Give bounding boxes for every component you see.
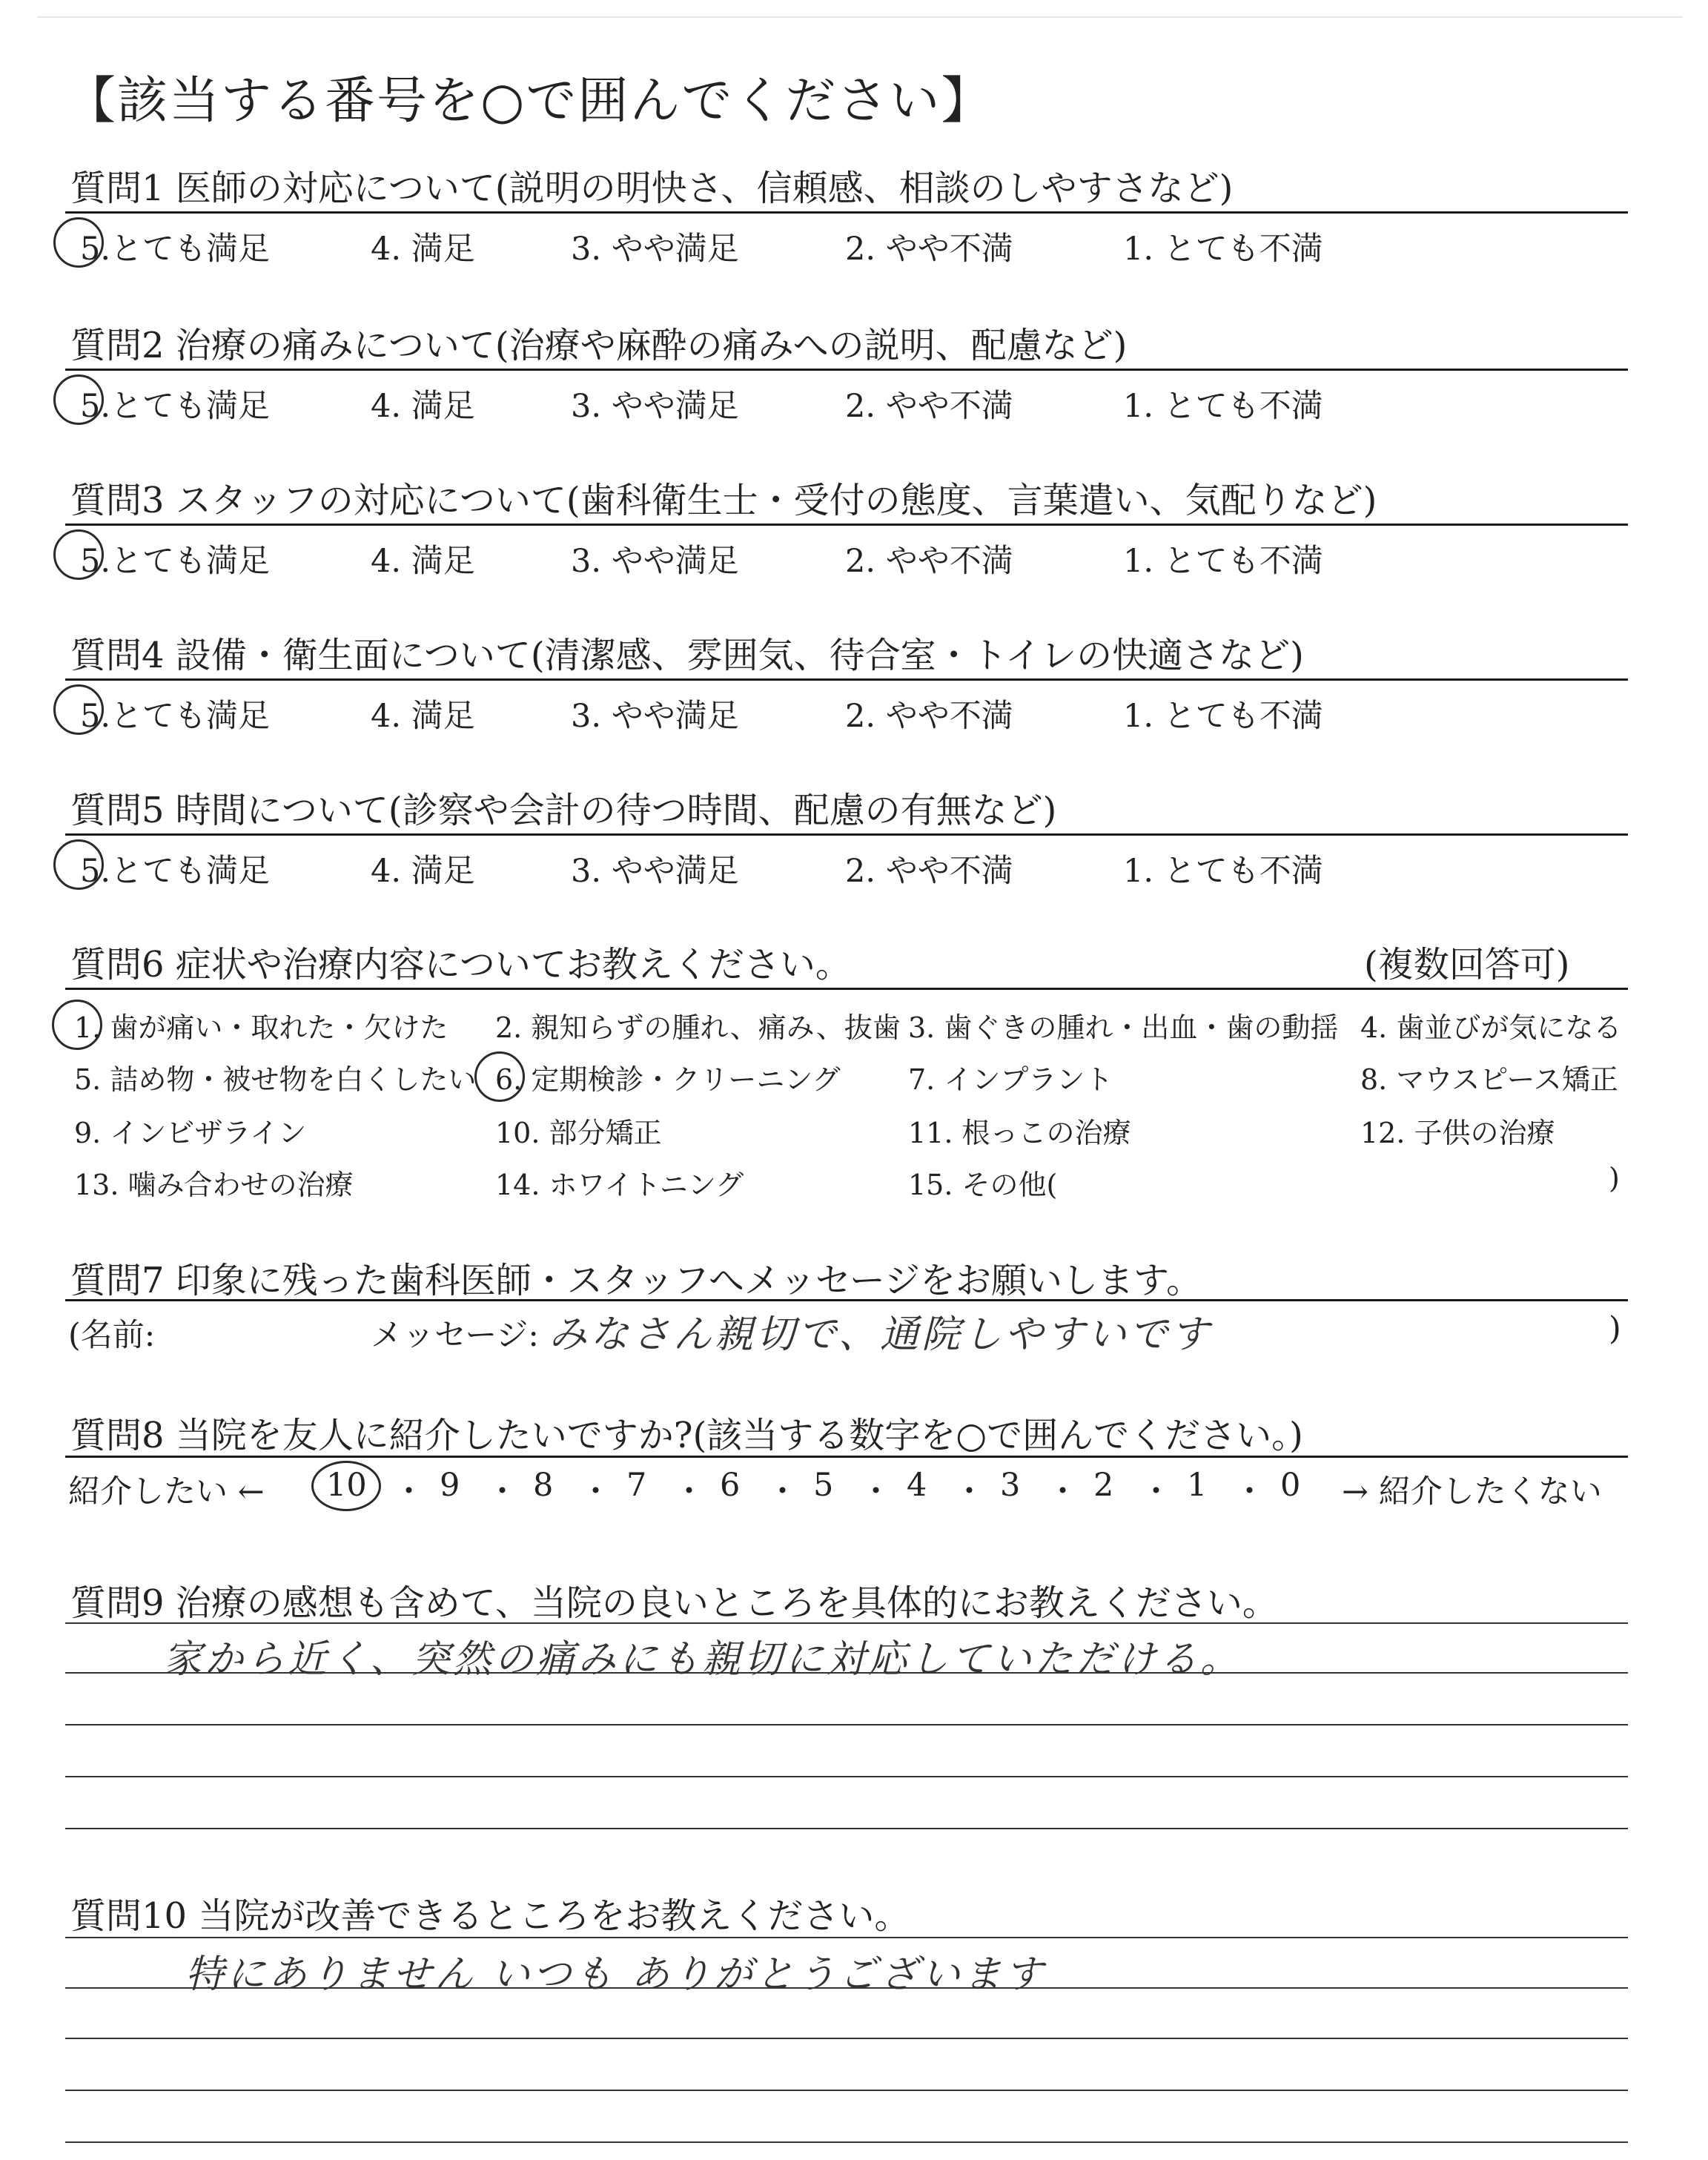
q8-scale-dot: ・ [1047,1473,1079,1510]
q5-title: 質問5 時間について(診察や会計の待つ時間、配慮の有無など) [70,790,1057,831]
q8-scale-7[interactable]: 7 [626,1467,647,1504]
q2-option-4[interactable]: 4. 満足 [371,388,475,425]
q1-option-5[interactable]: 5.とても満足 [80,231,271,268]
q10-title: 質問10 当院が改善できるところをお教えください。 [70,1895,910,1937]
q8-scale-4[interactable]: 4 [907,1467,927,1504]
q2-option-5[interactable]: 5.とても満足 [80,388,271,425]
q8-scale-dot: ・ [673,1473,705,1510]
q1-option-3[interactable]: 3. やや満足 [571,231,739,268]
q2-option-1[interactable]: 1. とても不満 [1123,388,1323,425]
q5-option-1[interactable]: 1. とても不満 [1123,853,1323,890]
q8-scale-dot: ・ [953,1473,985,1510]
q3-selected-circle [53,529,104,580]
q6-option-7[interactable]: 7. インプラント [908,1063,1113,1096]
q6-option-1[interactable]: 1. 歯が痛い・取れた・欠けた [74,1011,448,1044]
q3-option-1[interactable]: 1. とても不満 [1123,543,1323,580]
q1-rule [65,211,1628,214]
q9-line-4 [65,1776,1628,1777]
q4-title: 質問4 設備・衛生面について(清潔感、雰囲気、待合室・トイレの快適さなど) [70,635,1304,676]
q6-option-2[interactable]: 2. 親知らずの腫れ、痛み、抜歯 [495,1011,901,1044]
q9-answer-handwriting: 家から近く、突然の痛みにも親切に対応していただける。 [163,1637,1242,1682]
q4-option-3[interactable]: 3. やや満足 [571,698,739,735]
q8-selected-circle [311,1461,381,1511]
q8-scale-10[interactable]: 10 [326,1467,367,1504]
q6-note: (複数回答可) [1364,944,1570,985]
q6-option-6[interactable]: 6. 定期検診・クリーニング [495,1063,841,1096]
q6-option-15[interactable]: 15. その他( [908,1169,1058,1201]
q8-scale-1[interactable]: 1 [1187,1467,1208,1504]
q6-selected-circle-6 [474,1051,525,1102]
q4-option-4[interactable]: 4. 満足 [371,698,475,735]
q4-selected-circle [53,684,104,735]
q6-option-5[interactable]: 5. 詰め物・被せ物を白くしたい [74,1063,477,1096]
q3-option-4[interactable]: 4. 満足 [371,543,475,580]
q10-line-4 [65,2090,1628,2091]
top-border [37,16,1683,18]
q8-scale-dot: ・ [486,1473,518,1510]
q8-scale-dot: ・ [580,1473,612,1510]
q6-option-10[interactable]: 10. 部分矯正 [495,1117,662,1149]
q8-scale-3[interactable]: 3 [1000,1467,1021,1504]
q6-option-3[interactable]: 3. 歯ぐきの腫れ・出血・歯の動揺 [908,1011,1339,1044]
q7-message-handwriting: みなさん親切で、通院しやすいです [549,1312,1212,1357]
q9-line-2 [65,1672,1628,1674]
q8-scale-6[interactable]: 6 [720,1467,741,1504]
q7-title: 質問7 印象に残った歯科医師・スタッフへメッセージをお願いします。 [70,1260,1202,1301]
q9-line-3 [65,1724,1628,1725]
q4-rule [65,678,1628,681]
page-heading: 【該当する番号を○で囲んでください】 [65,72,993,131]
q2-title: 質問2 治療の痛みについて(治療や麻酔の痛みへの説明、配慮など) [70,325,1128,366]
q8-scale-dot: ・ [1234,1473,1265,1510]
q5-option-3[interactable]: 3. やや満足 [571,853,739,890]
q2-option-3[interactable]: 3. やや満足 [571,388,739,425]
q8-scale-dot: ・ [1140,1473,1172,1510]
q5-rule [65,833,1628,836]
q8-scale-dot: ・ [393,1473,425,1510]
q3-title: 質問3 スタッフの対応について(歯科衛生士・受付の態度、言葉遣い、気配りなど) [70,480,1377,521]
q8-scale-0[interactable]: 0 [1280,1467,1301,1504]
q2-option-2[interactable]: 2. やや不満 [845,388,1013,425]
q9-title: 質問9 治療の感想も含めて、当院の良いところを具体的にお教えください。 [70,1582,1278,1624]
q6-option-16[interactable]: ) [1609,1162,1620,1195]
q4-option-5[interactable]: 5.とても満足 [80,698,271,735]
q7-rule [65,1299,1628,1301]
q2-selected-circle [53,374,104,425]
q7-close-paren: ) [1609,1310,1621,1347]
q1-selected-circle [53,217,104,268]
q3-option-3[interactable]: 3. やや満足 [571,543,739,580]
q3-rule [65,524,1628,526]
q7-name-label: (名前: [68,1317,156,1354]
q6-option-12[interactable]: 12. 子供の治療 [1360,1117,1555,1149]
q6-selected-circle-1 [52,1000,102,1050]
q10-line-5 [65,2141,1628,2143]
q6-option-14[interactable]: 14. ホワイトニング [495,1169,744,1201]
q6-option-9[interactable]: 9. インビザライン [74,1117,307,1149]
q10-line-2 [65,1987,1628,1989]
q8-scale-2[interactable]: 2 [1093,1467,1114,1504]
q8-right-label: → 紹介したくない [1342,1473,1602,1510]
q7-message-label: メッセージ: [371,1317,539,1354]
q5-option-4[interactable]: 4. 満足 [371,853,475,890]
q6-option-8[interactable]: 8. マウスピース矯正 [1360,1063,1618,1096]
q8-scale-dot: ・ [767,1473,798,1510]
q1-option-2[interactable]: 2. やや不満 [845,231,1013,268]
q8-scale-5[interactable]: 5 [813,1467,834,1504]
q6-option-4[interactable]: 4. 歯並びが気になる [1360,1011,1622,1044]
q10-line-1 [65,1937,1628,1938]
q10-answer-handwriting: 特にありません いつも ありがとうございます [185,1952,1047,1997]
q9-line-1 [65,1622,1628,1624]
q1-option-1[interactable]: 1. とても不満 [1123,231,1323,268]
q2-rule [65,369,1628,371]
q8-scale-8[interactable]: 8 [533,1467,554,1504]
q8-title: 質問8 当院を友人に紹介したいですか?(該当する数字を○で囲んでください。) [70,1415,1303,1456]
q5-option-5[interactable]: 5.とても満足 [80,853,271,890]
q3-option-2[interactable]: 2. やや不満 [845,543,1013,580]
q5-selected-circle [53,839,104,890]
q1-option-4[interactable]: 4. 満足 [371,231,475,268]
q8-rule [65,1456,1628,1458]
q6-option-13[interactable]: 13. 噛み合わせの治療 [74,1169,354,1201]
q6-title: 質問6 症状や治療内容についてお教えください。 [70,944,851,985]
q8-scale-9[interactable]: 9 [440,1467,460,1504]
q5-option-2[interactable]: 2. やや不満 [845,853,1013,890]
q9-line-5 [65,1828,1628,1829]
q6-option-11[interactable]: 11. 根っこの治療 [908,1117,1131,1149]
q6-rule [65,988,1628,990]
q4-option-1[interactable]: 1. とても不満 [1123,698,1323,735]
q10-line-3 [65,2038,1628,2039]
q8-left-label: 紹介したい ← [68,1473,265,1510]
q3-option-5[interactable]: 5.とても満足 [80,543,271,580]
q4-option-2[interactable]: 2. やや不満 [845,698,1013,735]
q8-scale-dot: ・ [860,1473,892,1510]
q1-title: 質問1 医師の対応について(説明の明快さ、信頼感、相談のしやすさなど) [70,168,1234,209]
